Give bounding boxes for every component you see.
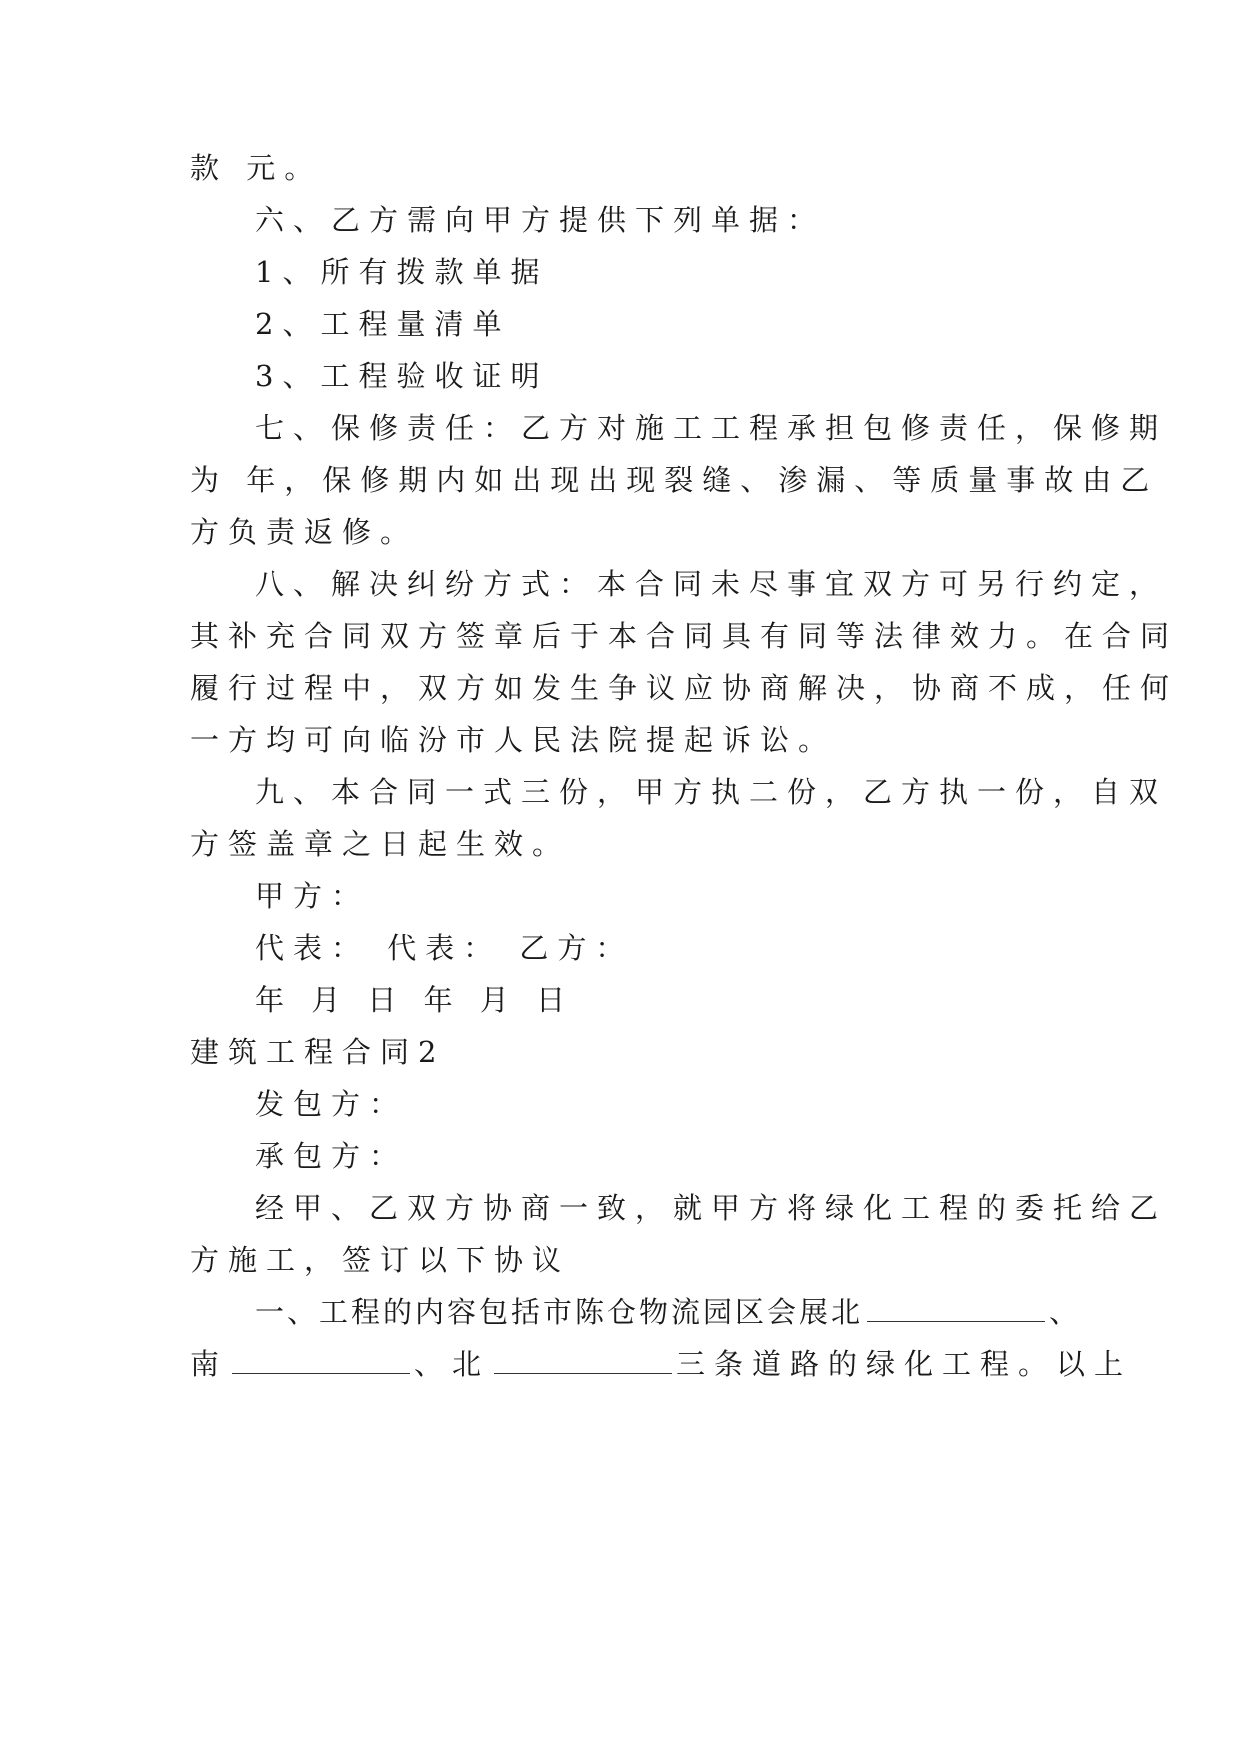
text-line: 六、乙方需向甲方提供下列单据： bbox=[255, 203, 826, 237]
text-line: 1、所有拨款单据 bbox=[255, 255, 549, 289]
text-line: 甲方： bbox=[255, 879, 370, 913]
text-line: 七、保修责任：乙方对施工工程承担包修责任，保修期 bbox=[255, 411, 1168, 445]
section-title: 建筑工程合同2 bbox=[190, 1035, 446, 1069]
text-line: 年 月 日 年 月 日 bbox=[255, 983, 575, 1017]
text-line-with-blanks bbox=[190, 1344, 1133, 1384]
line-text: 、北 bbox=[414, 1347, 491, 1381]
fill-in-blank bbox=[867, 1295, 1045, 1322]
text-line: 方签盖章之日起生效。 bbox=[190, 827, 571, 861]
text-line: 承包方： bbox=[255, 1139, 408, 1173]
text-line: 2、工程量清单 bbox=[255, 307, 511, 341]
fill-in-blank bbox=[494, 1347, 672, 1374]
text-line: 发包方： bbox=[255, 1087, 408, 1121]
text-line: 八、解决纠纷方式：本合同未尽事宜双方可另行约定， bbox=[255, 567, 1168, 601]
text-line: 经甲、乙双方协商一致，就甲方将绿化工程的委托给乙 bbox=[255, 1191, 1168, 1225]
fill-in-blank bbox=[232, 1347, 410, 1374]
text-line: 一方均可向临汾市人民法院提起诉讼。 bbox=[190, 723, 837, 757]
line-text: 、 bbox=[1049, 1295, 1082, 1329]
text-line: 款 元。 bbox=[190, 151, 323, 185]
text-line: 为 年，保修期内如出现出现裂缝、渗漏、等质量事故由乙 bbox=[190, 463, 1159, 497]
line-text: 南 bbox=[190, 1347, 229, 1381]
text-line: 方施工，签订以下协议 bbox=[190, 1243, 571, 1277]
line-text: 一、工程的内容包括市陈仓物流园区会展北 bbox=[255, 1295, 864, 1329]
text-line: 九、本合同一式三份，甲方执二份，乙方执一份，自双 bbox=[255, 775, 1168, 809]
text-line: 3、工程验收证明 bbox=[255, 359, 549, 393]
text-line: 其补充合同双方签章后于本合同具有同等法律效力。在合同 bbox=[190, 619, 1179, 653]
text-line: 履行过程中，双方如发生争议应协商解决，协商不成，任何 bbox=[190, 671, 1179, 705]
text-line: 代表： 代表： 乙方： bbox=[255, 931, 634, 965]
text-line-with-blank bbox=[255, 1292, 1082, 1332]
line-text: 三条道路的绿化工程。以上 bbox=[676, 1347, 1133, 1381]
text-line: 方负责返修。 bbox=[190, 515, 419, 549]
